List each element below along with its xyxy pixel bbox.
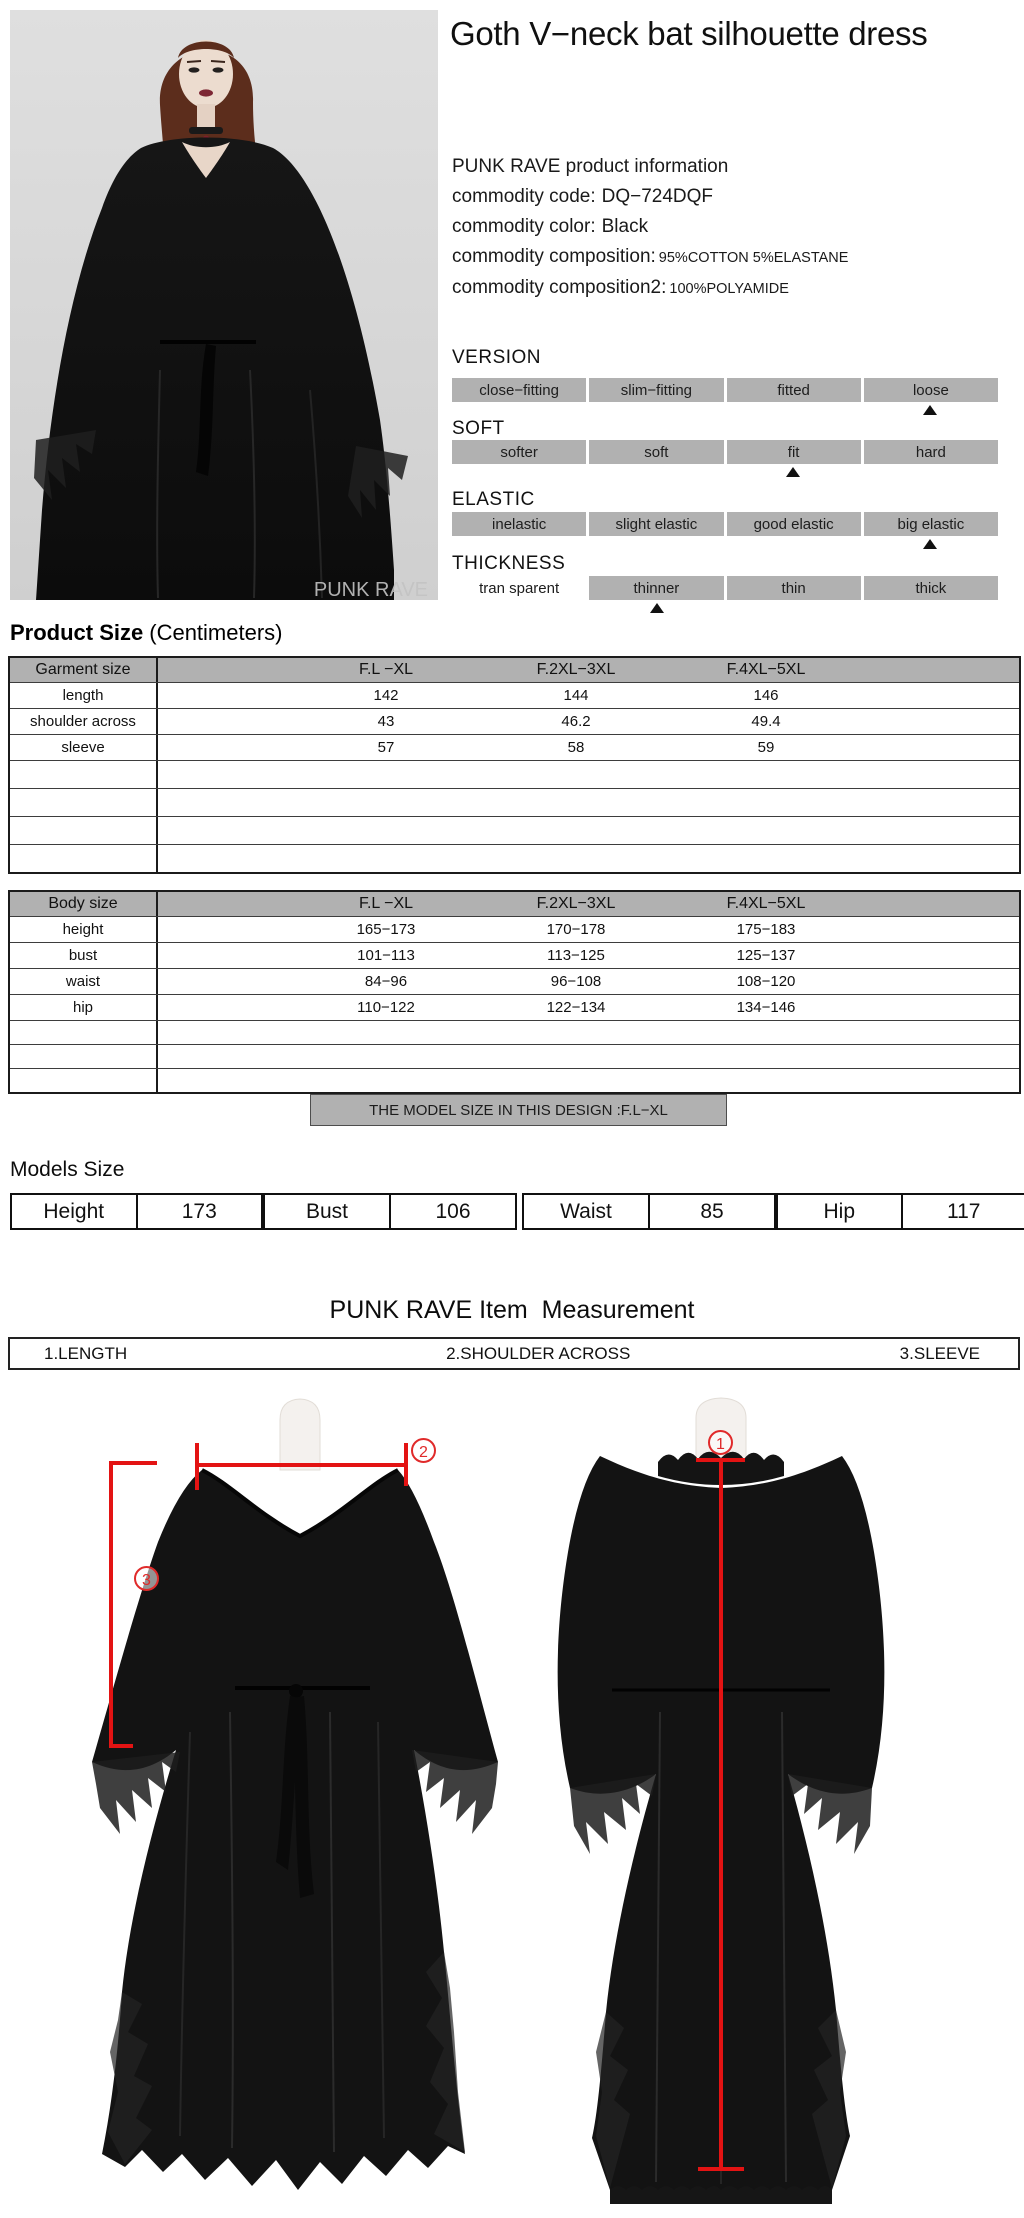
sleeve-measure-tick-top [109,1461,157,1465]
info-line-code [452,182,1012,212]
legend-shoulder: 2.SHOULDER ACROSS [446,1343,631,1363]
row-label: hip [10,995,158,1020]
models-size-heading: Models Size [10,1158,125,1181]
cell-value: 146 [753,687,779,704]
column-header: F.2XL−3XL [536,895,616,912]
model-brow-right [211,61,225,62]
length-measure-line [719,1458,723,2171]
model-size-value: 173 [181,1199,217,1223]
model-size-value: 85 [700,1199,724,1223]
table-header-row [10,892,1019,916]
table-empty-row [10,1068,1019,1092]
model-brow-left [187,61,201,62]
attr-row-soft [452,440,998,464]
cell-value: 46.2 [561,713,591,730]
legend-sleeve: 3.SLEEVE [899,1343,980,1363]
column-header: F.4XL−5XL [726,661,806,678]
cell-value: 165−173 [356,921,416,938]
cell-value: 134−146 [736,999,796,1016]
model-eye-left [189,67,200,72]
cell-value: 84−96 [364,973,408,990]
model-size-label: Waist [524,1195,650,1228]
table-row [10,708,1019,734]
selection-arrow-icon [923,405,937,415]
selection-arrow-icon [650,603,664,613]
shoulder-measure-tick-right [404,1443,408,1486]
table-empty-row [10,760,1019,788]
info-label: commodity composition: [452,246,656,267]
cell-value: 58 [567,739,585,756]
attr-label-elastic: ELASTIC [452,489,535,510]
table-empty-row [10,844,1019,872]
attr-option: softer [452,440,586,464]
sleeve-measure-line [109,1461,113,1747]
row-label: height [10,917,158,942]
cell-value: 144 [563,687,589,704]
mannequin-neck [280,1399,320,1470]
model-size-box-waist [522,1193,776,1230]
cell-value: 175−183 [736,921,796,938]
attr-arrowband [452,602,998,614]
attr-option: good elastic [727,512,861,536]
info-value: 95%COTTON 5%ELASTANE [658,250,849,266]
back-dress-illustration [540,1392,1000,2218]
attr-option: soft [589,440,723,464]
back-view-image [540,1392,1000,2218]
measurement-title: PUNK RAVE Item Measurement [329,1296,695,1324]
info-value: DQ−724DQF [601,186,714,207]
attr-arrowband [452,538,998,550]
info-label: commodity code: [452,186,596,207]
product-photo [10,10,438,600]
attr-arrowband [452,466,998,478]
product-info-heading: PUNK RAVE product information [452,156,729,177]
attr-option: hard [864,440,998,464]
attr-option: slim−fitting [589,378,723,402]
info-label: commodity composition2: [452,277,667,298]
model-size-box-height [10,1193,263,1230]
selection-arrow-icon [923,539,937,549]
cell-value: 110−122 [357,999,415,1016]
cell-value: 142 [373,687,399,704]
model-size-badge: THE MODEL SIZE IN THIS DESIGN :F.L−XL [310,1094,727,1126]
model-photo-illustration [10,10,438,600]
cell-value: 96−108 [550,973,602,990]
table-corner-cell: Body size [10,892,158,916]
table-corner-cell: Garment size [10,658,158,682]
cell-value: 108−120 [736,973,796,990]
table-row [10,682,1019,708]
page-title: Goth V−neck bat silhouette dress [450,15,928,52]
info-line-composition [452,242,1012,273]
legend-length: 1.LENGTH [44,1343,128,1363]
marker-sleeve: 3 [134,1566,159,1591]
table-row [10,968,1019,994]
attr-option: thinner [589,576,723,600]
model-size-value: 106 [435,1199,471,1223]
marker-length: 1 [708,1430,733,1455]
table-empty-row [10,816,1019,844]
attr-row-elastic [452,512,998,536]
marker-shoulder: 2 [411,1438,436,1463]
product-size-heading [10,620,283,646]
garment-size-table [8,656,1021,874]
cell-value: 43 [377,713,395,730]
attr-row-version [452,378,998,402]
column-header: F.2XL−3XL [536,661,616,678]
attr-label-thickness: THICKNESS [452,553,566,574]
product-size-heading-bold: Product Size [10,620,144,645]
dress-silhouette [36,138,394,601]
table-row [10,994,1019,1020]
attr-option: fit [727,440,861,464]
model-size-value: 117 [947,1199,981,1223]
product-size-heading-note: (Centimeters) [149,620,283,645]
attr-option: slight elastic [589,512,723,536]
attr-option: thick [864,576,998,600]
attr-label-version: VERSION [452,347,542,368]
attr-option: loose [864,378,998,402]
attr-option: tran sparent [479,579,560,597]
info-label: commodity color: [452,216,596,237]
attr-row-thickness [452,576,998,600]
sleeve-measure-tick-bottom [109,1744,133,1748]
row-label: length [10,683,158,708]
model-size-label: Height [12,1195,138,1228]
row-label: bust [10,943,158,968]
row-label: shoulder across [10,709,158,734]
attr-option: fitted [727,378,861,402]
model-lips [199,89,213,96]
model-eye-right [213,67,224,72]
cell-value: 101−113 [357,947,415,964]
row-label: sleeve [10,735,158,760]
attr-option: inelastic [452,512,586,536]
cell-value: 122−134 [546,999,606,1016]
column-header: F.4XL−5XL [726,895,806,912]
attr-option: thin [727,576,861,600]
info-value: 100%POLYAMIDE [669,281,789,297]
info-line-color [452,212,1012,242]
waist-tie-knot [289,1684,303,1698]
model-size-box-hip [776,1193,1024,1230]
row-label: waist [10,969,158,994]
cell-value: 49.4 [751,713,781,730]
table-row [10,734,1019,760]
cell-value: 125−137 [736,947,796,964]
column-header: F.L −XL [358,661,414,678]
length-measure-tick-bottom [698,2167,744,2171]
shoulder-measure-line [197,1463,406,1467]
cell-value: 59 [757,739,775,756]
table-empty-row [10,1020,1019,1044]
selection-arrow-icon [786,467,800,477]
table-header-row [10,658,1019,682]
table-empty-row [10,1044,1019,1068]
table-empty-row [10,788,1019,816]
table-row [10,916,1019,942]
column-header: F.L −XL [358,895,414,912]
product-info-block [452,152,1012,304]
model-size-label: Hip [778,1195,903,1228]
cell-value: 113−125 [547,947,605,964]
attr-option: close−fitting [452,378,586,402]
table-row [10,942,1019,968]
cell-value: 170−178 [546,921,606,938]
attr-arrowband [452,404,998,416]
attr-option: big elastic [864,512,998,536]
body-size-table [8,890,1021,1094]
cell-value: 57 [377,739,395,756]
measurement-legend-bar [8,1337,1020,1370]
shoulder-measure-tick-left [195,1443,199,1490]
info-value: Black [601,216,649,237]
model-size-box-bust [263,1193,517,1230]
photo-watermark: PUNK RAVE [313,579,428,600]
info-line-composition2 [452,273,1012,304]
model-size-label: Bust [265,1195,391,1228]
choker [189,127,223,134]
attr-label-soft: SOFT [452,418,505,439]
